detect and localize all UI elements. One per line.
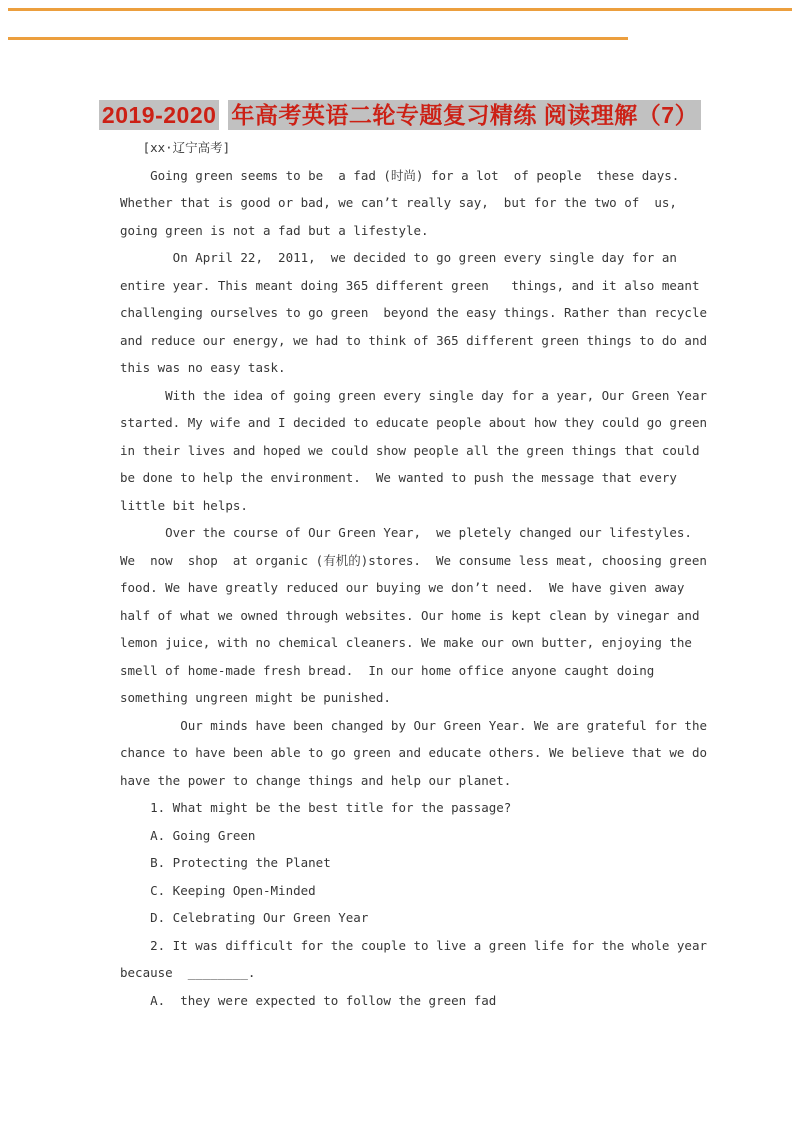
text-line: this was no easy task. [120,360,286,375]
text-line: little bit helps. [120,497,248,513]
text-line: 2. It was difficult for the couple to live a green life for the whole year [120,937,707,953]
text-line: We now shop at organic (有机的)stores. We consume less meat, choosing green [120,552,707,568]
text-line: Our minds have been changed by Our Green Year. We are grateful for the [120,717,707,733]
document-title [0,99,800,131]
document-title-text: 年高考英语二轮专题复习精练 阅读理解（7） [228,100,701,130]
text-line: Going green seems to be a fad (时尚) for a lot of people these days. [120,167,680,183]
text-line: be done to help the environment. We wanted to push the message that every [120,470,677,485]
source-line: [xx·辽宁高考] [120,140,231,155]
text-line: A. Going Green [120,827,256,843]
text-line: because ________. [120,965,256,980]
text-line: started. My wife and I decided to educate people about how they could go green [120,415,707,430]
text-line: lemon juice, with no chemical cleaners. We make our own butter, enjoying the [120,635,692,650]
text-line: something ungreen might be punished. [120,690,391,705]
text-line: entire year. This meant doing 365 different green things, and it also meant [120,277,700,293]
text-line: chance to have been able to go green and educate others. We believe that we do [120,745,707,760]
text-line: and reduce our energy, we had to think of 365 different green things to do and [120,332,707,348]
text-line: smell of home-made fresh bread. In our home office anyone caught doing [120,662,655,678]
text-line: challenging ourselves to go green beyond the easy things. Rather than recycle [120,305,707,320]
text-line: have the power to change things and help our planet. [120,772,512,788]
text-line: B. Protecting the Planet [120,855,331,870]
top-accent-line-1 [8,8,792,11]
top-accent-line-2 [8,37,628,40]
text-line: going green is not a fad but a lifestyle. [120,222,429,238]
text-line: Whether that is good or bad, we can’t really say, but for the two of us, [120,195,677,210]
document-title-year: 2019-2020 [99,100,220,130]
text-line: 1. What might be the best title for the passage? [120,800,512,815]
document-body [120,134,780,1014]
text-line: On April 22, 2011, we decided to go green every single day for an [120,250,677,265]
text-line: Over the course of Our Green Year, we pletely changed our lifestyles. [120,525,692,540]
text-line: in their lives and hoped we could show people all the green things that could [120,442,700,458]
text-line: food. We have greatly reduced our buying we don’t need. We have given away [120,580,685,595]
text-line: C. Keeping Open-Minded [120,882,316,898]
text-line: With the idea of going green every single day for a year, Our Green Year [120,387,707,403]
text-line: A. they were expected to follow the green fad [120,992,497,1008]
text-line: half of what we owned through websites. Our home is kept clean by vinegar and [120,607,700,623]
text-line: D. Celebrating Our Green Year [120,910,369,925]
